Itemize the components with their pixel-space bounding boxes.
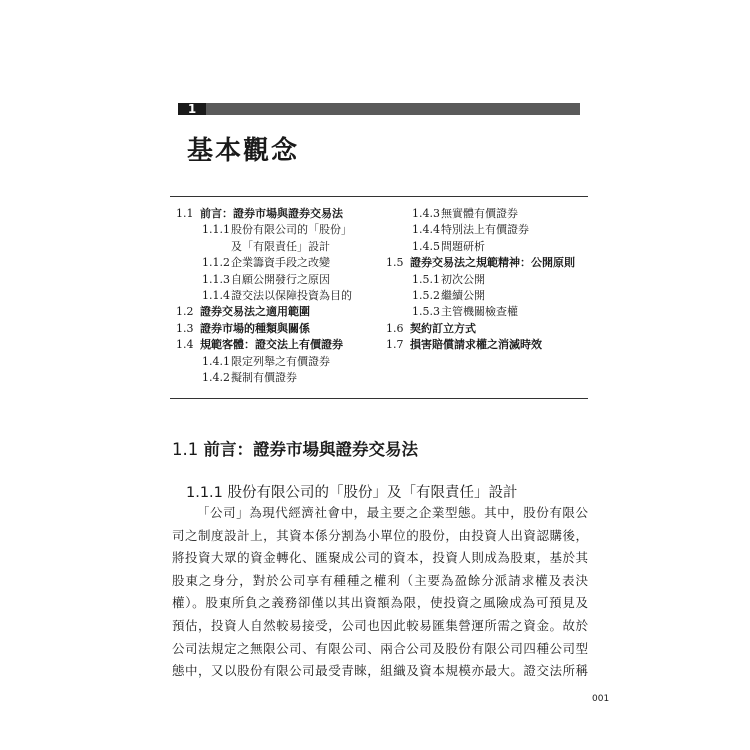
toc-item xyxy=(386,255,586,271)
toc-item-text: 證交法以保障投資為目的 xyxy=(231,288,352,302)
toc-item xyxy=(176,337,376,353)
toc-item-number: 1.5 xyxy=(386,256,404,270)
page-number: 001 xyxy=(592,694,610,704)
toc-item xyxy=(176,206,376,222)
toc-item-number: 1.4 xyxy=(176,338,194,352)
toc-item-text: 限定列舉之有價證券 xyxy=(231,354,330,368)
toc-item-number: 1.1.3 xyxy=(202,272,230,286)
paragraph-line: 公司法規定之無限公司、有限公司、兩合公司及股份有限公司四種公司型 xyxy=(172,640,588,656)
paragraph-line: 權）。股東所負之義務卻僅以其出資額為限，使投資之風險成為可預見及 xyxy=(172,595,588,611)
toc-item-text: 自願公開發行之原因 xyxy=(231,272,330,286)
toc-item-text: 無實體有價證券 xyxy=(441,207,518,220)
toc-item-number: 1.5.2 xyxy=(412,288,440,302)
toc-item xyxy=(176,304,376,320)
toc-item-number: 1.4.1 xyxy=(202,354,230,368)
toc-item-number: 1.5.1 xyxy=(412,272,440,286)
toc-item xyxy=(176,272,376,288)
toc-item-number: 1.1.4 xyxy=(202,288,230,302)
toc-top-rule xyxy=(170,196,588,197)
toc-item xyxy=(176,222,376,238)
section-title-text: 前言：證券市場與證券交易法 xyxy=(203,440,418,459)
toc-item xyxy=(176,288,376,304)
toc-item-text: 證券市場的種類與關係 xyxy=(200,321,310,335)
section-title xyxy=(172,436,418,460)
toc-item-number: 1.1.2 xyxy=(202,256,230,270)
toc-item-number: 1.1 xyxy=(176,207,194,220)
toc-item-text: 證券交易法之適用範圍 xyxy=(200,305,310,319)
toc-item xyxy=(386,239,586,255)
paragraph-line: 預估，投資人自然較易接受，公司也因此較易匯集營運所需之資金。故於 xyxy=(172,617,588,633)
toc-item xyxy=(386,222,586,238)
toc-item xyxy=(386,288,586,304)
paragraph-line: 態中，又以股份有限公司最受青睞，組織及資本規模亦最大。證交法所稱 xyxy=(172,663,588,679)
subsection-title: 1.1.1 股份有限公司的「股份」及「有限責任」設計 xyxy=(186,485,518,501)
toc-item-text: 企業籌資手段之改變 xyxy=(231,256,330,270)
toc-item-number: 1.4.4 xyxy=(412,223,440,237)
toc-item-number: 1.6 xyxy=(386,321,404,335)
toc-item xyxy=(176,239,376,255)
toc-item xyxy=(386,206,586,222)
paragraph-line: 股東之身分，對於公司享有種種之權利（主要為盈餘分派請求權及表決 xyxy=(172,572,588,588)
toc-item-text: 問題研析 xyxy=(441,239,485,253)
toc-bottom-rule xyxy=(170,398,588,399)
toc-item-text: 初次公開 xyxy=(441,272,485,286)
chapter-rule xyxy=(206,103,580,115)
toc-item-number: 1.3 xyxy=(176,321,194,335)
section-number: 1.1 xyxy=(172,440,199,459)
toc-left-column xyxy=(176,206,376,386)
chapter-number: 1 xyxy=(178,103,206,115)
toc-item-number: 1.2 xyxy=(176,305,194,319)
paragraph-line: 將投資大眾的資金轉化、匯聚成公司的資本，投資人則成為股東，基於其 xyxy=(172,550,588,566)
toc-item xyxy=(176,255,376,271)
chapter-header-bar xyxy=(178,103,580,115)
toc-item-text: 特別法上有價證券 xyxy=(441,223,529,237)
toc-item-number: 1.1.1 xyxy=(202,223,230,237)
toc-item-text: 損害賠償請求權之消滅時效 xyxy=(410,338,542,352)
toc-item-text: 規範客體：證交法上有價證券 xyxy=(200,338,343,352)
toc-item-number: 1.7 xyxy=(386,338,404,352)
toc-item xyxy=(386,337,586,353)
toc-item-text: 前言：證券市場與證券交易法 xyxy=(200,207,343,220)
paragraph-line: 「公司」為現代經濟社會中，最主要之企業型態。其中，股份有限公 xyxy=(197,505,588,520)
toc-right-column xyxy=(386,206,586,354)
toc-item xyxy=(386,272,586,288)
toc-item-text: 股份有限公司的「股份」 xyxy=(231,223,352,237)
toc-item-number: 1.5.3 xyxy=(412,305,440,319)
chapter-title: 基本觀念 xyxy=(187,136,300,166)
toc-item xyxy=(176,354,376,370)
toc-item xyxy=(176,370,376,386)
toc-item-text: 及「有限責任」設計 xyxy=(231,239,330,253)
toc-item-number: 1.4.3 xyxy=(412,207,440,220)
toc-item-text: 契約訂立方式 xyxy=(410,321,476,335)
toc-item-text: 主管機關檢查權 xyxy=(441,305,518,319)
toc-item xyxy=(386,304,586,320)
toc-item-text: 繼續公開 xyxy=(441,288,485,302)
toc-item-text: 擬制有價證券 xyxy=(231,370,297,384)
toc-item xyxy=(386,321,586,337)
toc-item-number: 1.4.2 xyxy=(202,370,230,384)
toc-item-text: 證券交易法之規範精神：公開原則 xyxy=(410,256,575,270)
paragraph-line: 司之制度設計上，其資本係分割為小單位的股份，由投資人出資認購後， xyxy=(172,527,588,543)
body-paragraph xyxy=(172,502,588,683)
toc-item xyxy=(176,321,376,337)
toc-item-number: 1.4.5 xyxy=(412,239,440,253)
